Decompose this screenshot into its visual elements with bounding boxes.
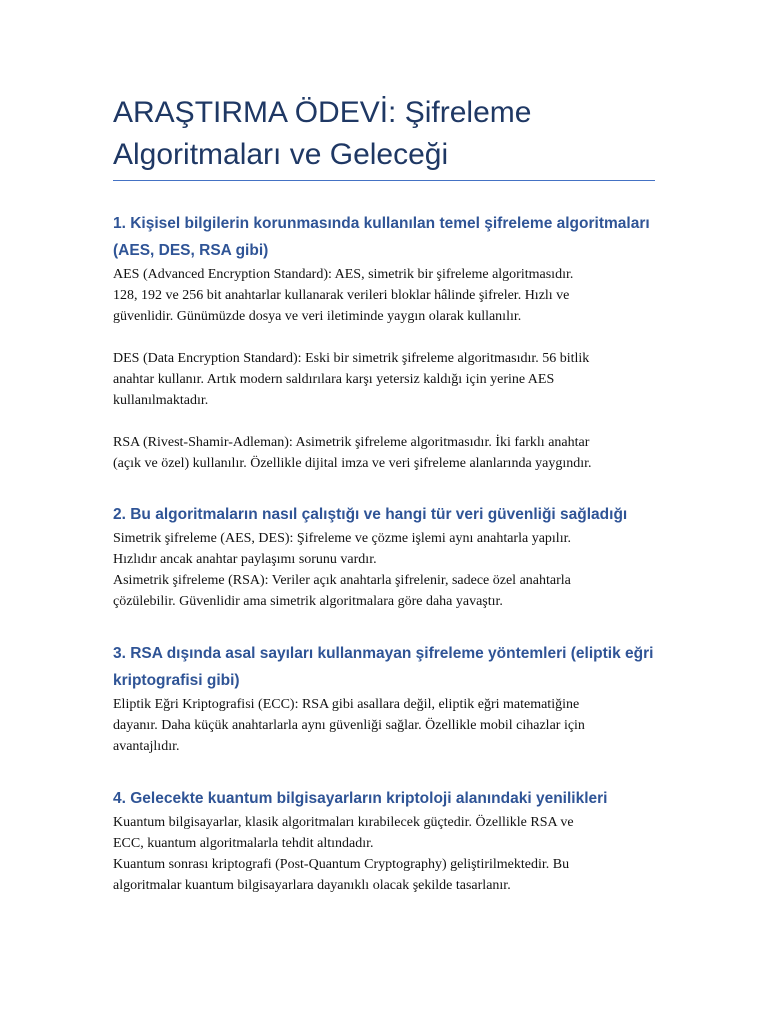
paragraph-rsa [113,432,658,474]
text-line: Simetrik şifreleme (AES, DES): Şifreleme ve çözme işlemi aynı anahtarla yapılır. [113,531,571,546]
heading-line: 4. Gelecekte kuantum bilgisayarların kriptoloji alanındaki yenilikleri [113,790,608,807]
section-heading [113,785,658,812]
text-line: güvenlidir. Günümüzde dosya ve veri iletiminde yaygın olarak kullanılır. [113,309,522,324]
paragraph-quantum [113,812,658,896]
paragraph-encryption-types [113,528,658,612]
text-line: RSA (Rivest-Shamir-Adleman): Asimetrik şifreleme algoritmasıdır. İki farklı anahtar [113,435,590,450]
section-2 [113,501,658,612]
text-line: 128, 192 ve 256 bit anahtarlar kullanarak verileri bloklar hâlinde şifreler. Hızlı ve [113,288,570,303]
heading-line: 2. Bu algoritmaların nasıl çalıştığı ve hangi tür veri güvenliği sağladığı [113,506,628,523]
text-line: dayanır. Daha küçük anahtarlarla aynı güvenliği sağlar. Özellikle mobil cihazlar için [113,718,585,733]
paragraph-gap [113,411,658,432]
heading-line: 1. Kişisel bilgilerin korunmasında kullanılan temel şifreleme algoritmaları [113,215,650,232]
text-line: algoritmalar kuantum bilgisayarlara dayanıklı olacak şekilde tasarlanır. [113,878,511,893]
paragraph-aes [113,264,658,327]
section-heading [113,210,658,264]
text-line: Kuantum sonrası kriptografi (Post-Quantum Cryptography) geliştirilmektedir. Bu [113,857,570,872]
text-line: AES (Advanced Encryption Standard): AES, simetrik bir şifreleme algoritmasıdır. [113,267,574,282]
heading-line: kriptografisi gibi) [113,672,240,689]
text-line: Asimetrik şifreleme (RSA): Veriler açık anahtarla şifrelenir, sadece özel anahtarla [113,573,571,588]
heading-line: 3. RSA dışında asal sayıları kullanmayan şifreleme yöntemleri (eliptik eğri [113,645,654,662]
text-line: Hızlıdır ancak anahtar paylaşımı sorunu vardır. [113,552,377,567]
section-3 [113,640,658,757]
text-line: kullanılmaktadır. [113,393,209,408]
section-1 [113,210,658,474]
text-line: Kuantum bilgisayarlar, klasik algoritmaları kırabilecek güçtedir. Özellikle RSA ve [113,815,574,830]
text-line: ECC, kuantum algoritmalarla tehdit altındadır. [113,836,374,851]
text-line: DES (Data Encryption Standard): Eski bir simetrik şifreleme algoritmasıdır. 56 bitlik [113,351,590,366]
document-title [113,92,658,176]
title-line: Algoritmaları ve Geleceği [113,138,449,171]
paragraph-ecc [113,694,658,757]
text-line: (açık ve özel) kullanılır. Özellikle dijital imza ve veri şifreleme alanlarında yaygındır. [113,456,592,471]
paragraph-des [113,348,658,411]
paragraph-gap [113,327,658,348]
section-heading [113,640,658,694]
text-line: Eliptik Eğri Kriptografisi (ECC): RSA gibi asallara değil, eliptik eğri matematiğine [113,697,580,712]
section-heading [113,501,658,528]
heading-line: (AES, DES, RSA gibi) [113,242,269,259]
section-4 [113,785,658,896]
text-line: avantajlıdır. [113,739,180,754]
title-line: ARAŞTIRMA ÖDEVİ: Şifreleme [113,96,532,129]
text-line: anahtar kullanır. Artık modern saldırılara karşı yetersiz kaldığı için yerine AES [113,372,555,387]
title-underline [113,180,655,181]
text-line: çözülebilir. Güvenlidir ama simetrik algoritmalara göre daha yavaştır. [113,594,503,609]
